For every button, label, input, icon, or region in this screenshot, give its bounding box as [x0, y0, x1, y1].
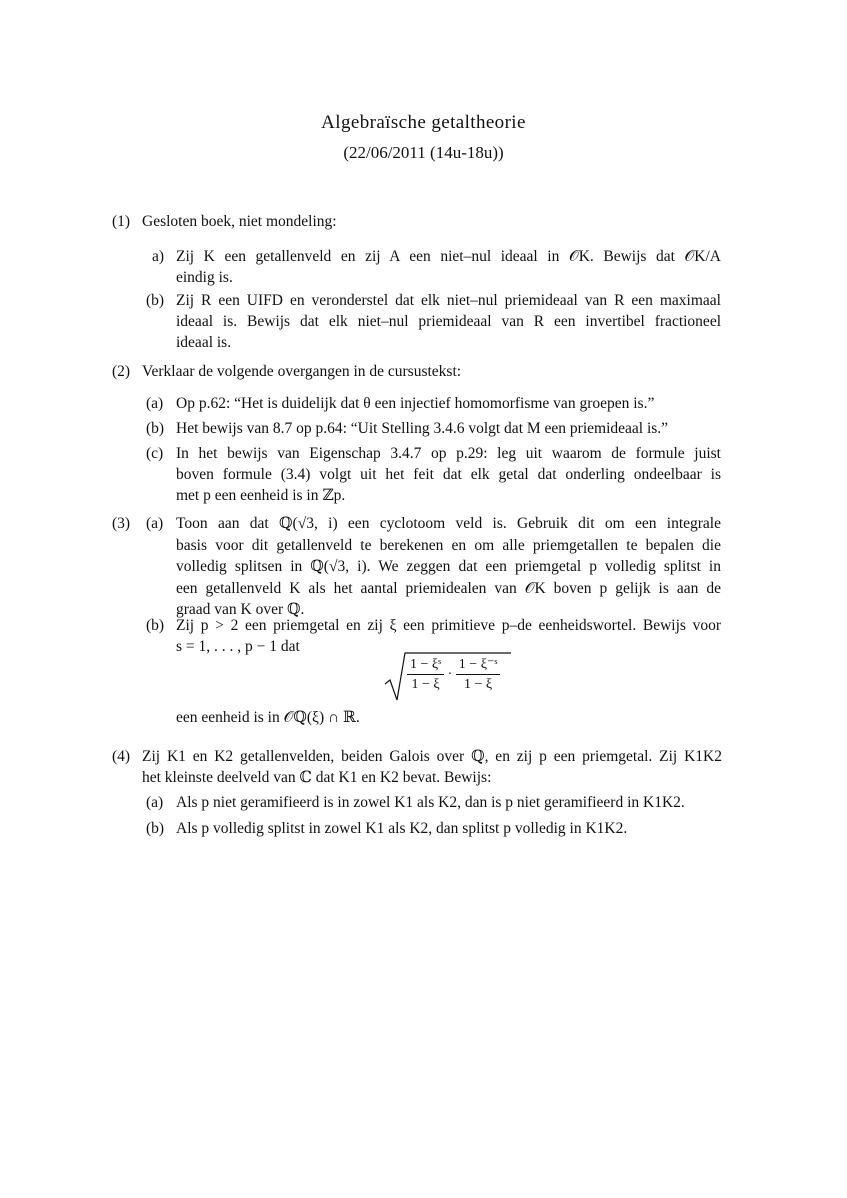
q4a-label: (a) — [146, 794, 164, 811]
fraction-2 — [456, 655, 501, 694]
q2b-text: Het bewijs van 8.7 op p.64: “Uit Stelling 3.4.6 volgt dat M een priemideaal is.” — [176, 420, 669, 437]
q1a-label: a) — [152, 248, 165, 265]
q1b-line: Zij R een UIFD en veronderstel dat elk niet–nul priemideaal van R een maximaal — [176, 292, 721, 309]
q1-number: (1) — [112, 213, 131, 230]
q1a-line: Zij K een getallenveld en zij A een niet–nul ideaal in 𝒪K. Bewijs dat 𝒪K/A — [176, 248, 721, 265]
q1b-line: ideaal is. Bewijs dat elk niet–nul priemideaal van R een invertibel fractioneel — [176, 313, 721, 330]
q3a-label: (a) — [146, 515, 164, 532]
q4a-text: Als p niet geramifieerd is in zowel K1 als K2, dan is p niet geramifieerd in K1K2. — [176, 794, 685, 811]
q4b-label: (b) — [146, 820, 165, 837]
q3b-conclusion: een eenheid is in 𝒪ℚ(ξ) ∩ ℝ. — [176, 709, 360, 726]
q2c-label: (c) — [146, 445, 164, 462]
q1a-text — [176, 246, 721, 288]
multiply-dot: · — [447, 667, 453, 682]
fraction-2-numerator: 1 − ξ⁻ˢ — [456, 655, 501, 675]
q2-intro: Verklaar de volgende overgangen in de cursustekst: — [142, 363, 462, 380]
q2-number: (2) — [112, 363, 131, 380]
unit-formula — [383, 650, 513, 704]
q1-intro: Gesloten boek, niet mondeling: — [142, 213, 337, 230]
fraction-1-numerator: 1 − ξˢ — [407, 655, 444, 675]
fraction-1-denominator: 1 − ξ — [411, 677, 440, 692]
exam-date: (22/06/2011 (14u-18u)) — [343, 143, 504, 162]
fraction-2-denominator: 1 − ξ — [463, 677, 493, 692]
q4-number: (4) — [112, 748, 131, 765]
q1b-line: ideaal is. — [176, 334, 232, 351]
q4b-text: Als p volledig splitst in zowel K1 als K2, dan splitst p volledig in K1K2. — [176, 820, 628, 837]
q3b-line: s = 1, . . . , p − 1 dat — [176, 638, 300, 655]
q3a-text — [176, 513, 721, 621]
q2c-line: met p een eenheid is in ℤp. — [176, 487, 346, 504]
q3b-line: Zij p > 2 een priemgetal en zij ξ een primitieve p–de eenheidswortel. Bewijs voor — [176, 617, 721, 634]
fraction-1 — [407, 655, 444, 694]
q3a-line: basis voor dit getallenveld te berekenen en om alle priemgetallen te bepalen die — [176, 536, 721, 554]
q3a-line: graad van K over ℚ. — [176, 601, 305, 618]
q2b-label: (b) — [146, 420, 165, 437]
q4-line: het kleinste deelveld van ℂ dat K1 en K2 bevat. Bewijs: — [142, 769, 492, 786]
q3a-line: een getallenveld K als het aantal priemidealen van 𝒪K boven p gelijk is aan de — [176, 579, 721, 597]
q2a-label: (a) — [146, 395, 164, 412]
q3-number: (3) — [112, 515, 131, 532]
q2c-line: In het bewijs van Eigenschap 3.4.7 op p.29: leg uit waarom de formule juist — [176, 445, 721, 462]
q2c-text — [176, 443, 721, 506]
fraction-product — [407, 655, 500, 694]
q4-text — [142, 746, 722, 788]
q1a-line: eindig is. — [176, 269, 233, 286]
q1b-label: (b) — [146, 292, 165, 309]
q4-line: Zij K1 en K2 getallenvelden, beiden Galois over ℚ, en zij p een priemgetal. Zij K1K2 — [142, 748, 722, 765]
q2c-line: boven formule (3.4) volgt uit het feit dat elk getal dat onderling ondeelbaar is — [176, 466, 721, 483]
q3b-label: (b) — [146, 617, 165, 634]
q2a-text: Op p.62: “Het is duidelijk dat θ een injectief homomorfisme van groepen is.” — [176, 395, 655, 412]
exam-title: Algebraïsche getaltheorie — [321, 112, 526, 133]
q3a-line: Toon aan dat ℚ(√3, i) een cyclotoom veld is. Gebruik dit om een integrale — [176, 515, 721, 532]
q1b-text — [176, 290, 721, 353]
q3a-line: volledig splitsen in ℚ(√3, i). We zeggen dat een priemgetal p volledig splitst in — [176, 558, 721, 575]
